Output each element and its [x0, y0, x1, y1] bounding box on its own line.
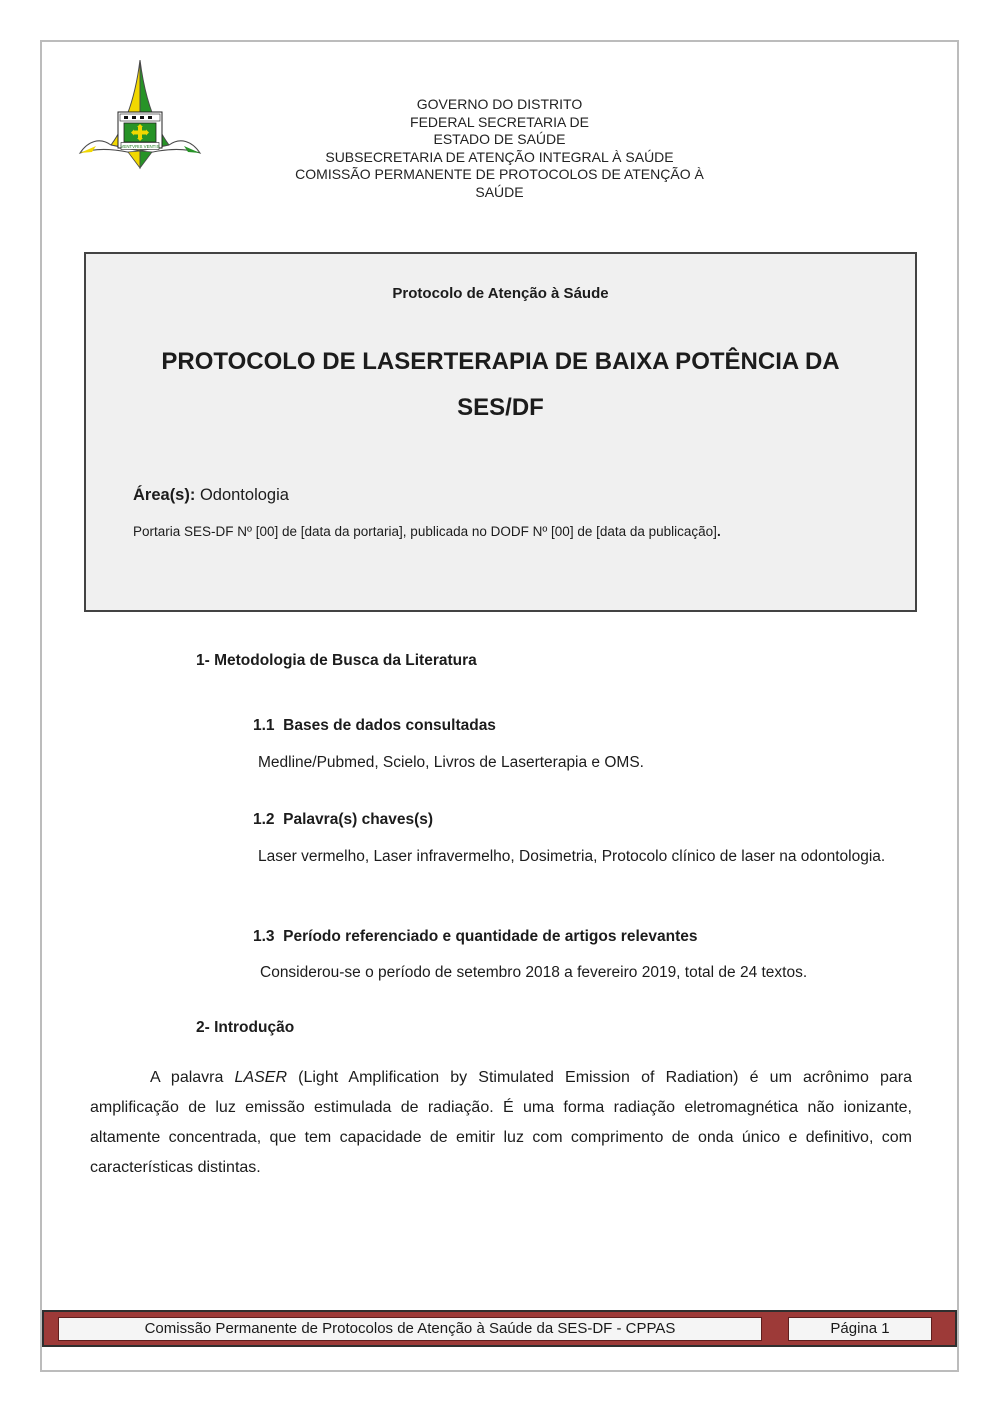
introduction-paragraph — [90, 1063, 912, 1183]
org-line: SAÚDE — [475, 183, 524, 200]
footer-committee-label: Comissão Permanente de Protocolos de Atenção à Saúde da SES-DF - CPPAS — [58, 1317, 762, 1341]
laser-acronym: LASER — [234, 1069, 288, 1086]
org-header — [42, 96, 957, 201]
intro-text-before: A palavra — [150, 1069, 235, 1086]
logo-motto: VENTVRIS VENTIS — [120, 144, 160, 149]
section-1-1-body: Medline/Pubmed, Scielo, Livros de Laserterapia e OMS. — [258, 754, 644, 771]
area-value: Odontologia — [195, 486, 289, 504]
section-2-title: 2- Introdução — [196, 1019, 295, 1036]
protocol-title-box — [84, 252, 917, 612]
protocol-subtitle: Protocolo de Atenção à Sáude — [392, 285, 609, 302]
section-1-1-title: 1.1 Bases de dados consultadas — [253, 717, 496, 734]
portaria-line — [133, 524, 721, 539]
org-line: ESTADO DE SAÚDE — [433, 131, 566, 147]
area-line — [133, 486, 289, 505]
org-line: FEDERAL SECRETARIA DE — [410, 113, 589, 130]
protocol-title-line2: SES/DF — [457, 394, 544, 421]
footer-page-number: Página 1 — [788, 1317, 932, 1341]
footer-bar — [42, 1310, 957, 1347]
portaria-text: Portaria SES-DF Nº [00] de [data da portaria], publicada no DODF Nº [00] de [data da publicação] — [133, 524, 717, 539]
org-line: SUBSECRETARIA DE ATENÇÃO INTEGRAL À SAÚDE — [325, 148, 674, 165]
section-1-3-title: 1.3 Período referenciado e quantidade de artigos relevantes — [253, 928, 698, 945]
section-1-3-body: Considerou-se o período de setembro 2018 a fevereiro 2019, total de 24 textos. — [260, 964, 808, 981]
document-page — [40, 40, 959, 1372]
intro-text-after: (Light Amplification by Stimulated Emission of Radiation) é um acrônimo para amplificação de luz emissão estimulada de radiação. É uma forma radiação eletromagnética não ionizante, altamente concentrada, que tem capacidade de emitir luz com comprimento de onda único e definitivo, com características distintas. — [90, 1069, 912, 1176]
section-1-2-body: Laser vermelho, Laser infravermelho, Dosimetria, Protocolo clínico de laser na odontologia. — [258, 848, 886, 865]
org-line: COMISSÃO PERMANENTE DE PROTOCOLOS DE ATENÇÃO À — [295, 166, 704, 182]
org-line: GOVERNO DO DISTRITO — [416, 96, 583, 112]
portaria-period: . — [716, 524, 721, 539]
section-1-2-title: 1.2 Palavra(s) chaves(s) — [253, 811, 434, 828]
protocol-title-line1: PROTOCOLO DE LASERTERAPIA DE BAIXA POTÊNCIA DA — [161, 348, 840, 375]
section-1-title: 1- Metodologia de Busca da Literatura — [196, 652, 477, 669]
area-label: Área(s): — [133, 486, 196, 504]
